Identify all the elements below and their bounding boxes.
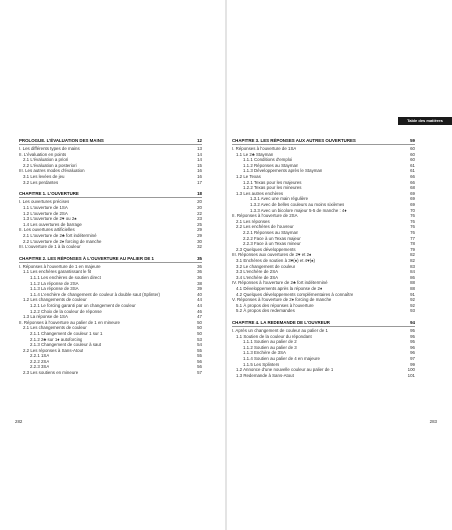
toc-entry-page: 69 [410,190,415,196]
toc-entry-title: 1.1.1 Les enchères de soutien direct [30,274,101,280]
toc-entry-title: CHAPITRE 4. LA REDEMANDE DE L'OUVREUR [232,319,330,325]
toc-entry-title: 1.1.2 Soutien au palier de 3 [243,344,297,350]
toc-entry-page: 100 [407,367,415,373]
toc-entry-title: 2.2.3 Face à un Texas mineur [243,241,301,247]
chapter-rule [19,197,202,198]
toc-entry-title: I. Après un changement de couleur au palier de 1 [232,328,328,333]
toc-entry-page: 60 [410,157,415,163]
toc-entry-page: 13 [197,146,202,152]
toc-entry-page: 60 [410,146,415,152]
toc-entry-page: 66 [410,179,415,185]
toc-entry-title: 1.1.2 La réponse de 2SA [30,280,79,286]
toc-entry-title: I. Réponses à l'ouverture de 1SA [232,146,297,152]
toc-entry-page: 54 [197,342,202,348]
toc-entry-title: 1.2.2 Choix de la couleur de réponse [30,308,102,314]
toc-entry-title: 2.2.2 Face à un Texas majeur [243,235,301,241]
chapter-rule [19,262,202,263]
toc-entry-title: 1.1.3 La réponse de 3SA [30,286,79,292]
toc-entry-page: 35 [197,255,202,261]
toc-entry-page: 55 [197,353,202,359]
toc-entry-page: 95 [410,333,415,339]
toc-entry-title: 1.2.1 Texas pour les majeures [243,179,302,185]
toc-entry-title: 5.2 À propos des redemandes [236,308,295,314]
toc-entry-page: 56 [197,358,202,364]
toc-entry-page: 36 [197,274,202,280]
toc-entry-page: 44 [197,302,202,308]
toc-entry-title: 2.2.1 1SA [30,353,50,359]
toc-entry-title: 2.3 Quelques développements [236,246,296,252]
toc-entry-title: 1.2 Les changements de couleur [23,297,87,303]
toc-entry-page: 30 [197,238,202,244]
toc-entry-title: 1.2 L'ouverture de 2SA [23,210,68,216]
toc-entry-page: 66 [410,174,415,180]
toc-entry-page: 95 [410,328,415,333]
toc-entry-title: 3.1 Les levées de jeu [23,174,65,180]
toc-entry-page: 76 [410,218,415,224]
toc-entry-title: 2.2 L'évaluation a posteriori [23,162,77,168]
toc-entry-title: II. Réponses à l'ouverture au palier de 1 en mineure [19,319,120,325]
toc-entry-page: 93 [410,308,415,314]
toc-entry-title: 1.1 Le 2♣ Stayman [236,151,274,157]
toc-entry-page: 96 [410,350,415,356]
toc-entry-title: II. Les ouvertures artificielles [19,227,75,233]
toc-entry-title: 1.3.3 Avec un bicolore majeur 5-5 de manche : 4♦ [250,207,347,213]
toc-entry-title: 1.3.2 Avec de belles couleurs au moins sixièmes [250,202,345,208]
toc-chapter-heading[interactable] [19,256,202,262]
toc-entry-page: 40 [197,291,202,297]
toc-entry-title: 2.2 L'ouverture de 2♦ forcing de manche [23,238,102,244]
toc-entry-page: 47 [197,314,202,320]
toc-entry-page: 17 [197,179,202,185]
toc-entry-page: 76 [410,230,415,235]
toc-entry-title: 3.3 L'enchère de 2SA [236,269,279,275]
toc-entry-page: 82 [410,257,415,263]
toc-entry-title: IV. Réponses à l'ouverture de 2♣ fort indéterminé [232,280,328,286]
toc-entry-title: 1.2 Annonce d'une nouvelle couleur au palier de 1 [236,367,334,373]
toc-entry-page: 97 [410,355,415,361]
toc-entry-page: 15 [197,162,202,168]
toc-entry-title: 4.1 Développements après la réponse de 2♦ [236,285,323,291]
toc-chapter-heading[interactable] [19,191,202,197]
toc-entry-page: 77 [410,235,415,241]
toc-entry-title: 1.1.5 Les Splinters [243,361,280,367]
toc-entry-title: 2.1.1 Changement de couleur 1 sur 1 [30,330,103,336]
toc-entry-page: 53 [197,336,202,342]
toc-entry-title: I. Les ouvertures précises [19,199,70,205]
gutter-right [226,0,227,530]
toc-right-column [232,138,415,378]
toc-entry-page: 92 [410,297,415,303]
toc-entry-title: 1.1.2 Réponses au Stayman [243,162,299,168]
toc-entry-page: 20 [197,199,202,205]
toc-entry-title: 2.3 Les soutiens en mineure [23,370,79,376]
toc-entry-title: 1.3 L'ouverture de 2♥ ou 2♠ [23,216,77,222]
toc-entry-page: 36 [197,263,202,269]
toc-entry-page: 68 [410,185,415,191]
toc-chapter-heading[interactable] [19,138,202,144]
toc-entry-title: 1.4 Les ouvertures de barrage [23,221,82,227]
toc-entry-title: 1.3 Les autres enchères [236,190,284,196]
toc-entry-page: 76 [410,213,415,219]
toc-entry-title: 3.2 Les perdantes [23,179,59,185]
toc-entry-page: 70 [410,207,415,213]
toc-entry-page: 23 [197,216,202,222]
toc-entry-page: 38 [197,280,202,286]
toc-entry-page: 29 [197,232,202,238]
toc-entry-page: 82 [410,252,415,258]
toc-entry-title: 5.1 À propos des réponses à l'ouverture [236,302,314,308]
toc-entry-page: 84 [410,269,415,275]
toc-entry-page: 44 [197,297,202,303]
toc-chapter-heading[interactable] [232,320,415,326]
toc-entry-page: 36 [197,269,202,275]
toc-entry-title: 2.2 Les réponses à Sans-Atout [23,347,84,353]
toc-entry-title: 3.4 L'enchère de 3SA [236,274,279,280]
page-number-right: 283 [429,419,437,424]
toc-entry-title: 1.1 Soutien de la couleur du répondant [236,333,312,339]
toc-entry-title: II. L'évaluation en points [19,151,67,157]
toc-entry-page: 18 [197,191,202,197]
toc-entry-title: 1.1.4 L'enchère de changement de couleur à double saut (Splinter) [30,291,160,297]
toc-entry-page: 50 [197,319,202,325]
toc-entry-page: 69 [410,202,415,208]
toc-entry-title: 1.1 L'ouverture de 1SA [23,204,68,210]
toc-entry-page: 76 [410,224,415,230]
toc-entry-page: 14 [197,157,202,163]
toc-entry-page: 55 [197,347,202,353]
toc-entry[interactable] [232,373,415,379]
toc-entry-page: 88 [410,280,415,286]
toc-entry-title: 1.3 La réponse de 1SA [23,314,68,320]
toc-entry-page: 94 [410,319,415,325]
toc-entry-page: 32 [197,244,202,250]
toc-entry-title: 2.1 Les réponses [236,218,270,224]
toc-entry-title: 1.1.1 Conditions d'emploi [243,157,293,163]
page-number-left: 282 [15,419,23,424]
toc-entry-page: 16 [197,174,202,180]
toc-entry-page: 61 [410,162,415,168]
toc-entry-title: 2.2 Les enchères de l'ouvreur [236,224,294,230]
toc-entry-title: 1.3.1 Avec une main régulière [250,196,309,202]
toc-entry-title: 2.2.3 3SA [30,364,50,370]
toc-entry-title: II. Réponses à l'ouverture de 2SA [232,213,298,219]
toc-entry-title: CHAPITRE 1. L'OUVERTURE [19,191,79,197]
toc-entry-title: 4.2 Quelques développements complémentaires à connaître [236,291,354,297]
toc-entry-title: 1.2 Le Texas [236,174,261,180]
toc-entry-page: 60 [410,151,415,157]
toc-entry-page: 99 [410,361,415,367]
chapter-rule [19,144,202,145]
toc-entry-title: 1.1.4 Soutien au palier de 4 en majeure [243,355,320,361]
toc-entry-page: 56 [197,364,202,370]
toc-entry-title: III. L'ouverture de 1 à la couleur [19,244,81,250]
toc-entry-title: 2.1 L'évaluation a priori [23,157,69,163]
toc-entry-page: 12 [197,138,202,143]
toc-entry-title: 2.2.1 Réponses au Stayman [243,230,299,235]
toc-entry-page: 16 [197,168,202,174]
toc-entry-title: 1.3 Redemande à Sans-Atout [236,372,294,378]
toc-entry-page: 29 [197,227,202,233]
chapter-rule [232,144,415,145]
toc-entry-page: 57 [197,370,202,376]
toc-entry-title: 2.1 L'ouverture de 2♣ fort indéterminé [23,232,97,238]
toc-entry-title: 1.1 Les enchères garantissant le fit [23,269,92,275]
toc-entry-page: 22 [197,210,202,216]
toc-entry-title: 1.2.1 Le forcing garanti par un changement de couleur [30,302,136,308]
toc-entry-page: 61 [410,168,415,174]
toc-left-column [19,138,202,376]
toc-entry-page: 20 [197,204,202,210]
toc-entry-page: 88 [410,285,415,291]
toc-entry-title: 2.1.2 2♣ sur 1♦ autoforcing [30,336,83,342]
toc-entry[interactable] [19,370,202,376]
toc-entry-title: 1.2.2 Texas pour les mineures [243,185,302,191]
toc-entry-page: 14 [197,151,202,157]
toc-entry-title: CHAPITRE 2. LES RÉPONSES À L'OUVERTURE AU PALIER DE 1 [19,255,154,261]
toc-entry-page: 78 [410,241,415,247]
toc-entry-page: 92 [410,302,415,308]
toc-entry-title: CHAPITRE 3. LES RÉPONSES AUX AUTRES OUVERTURES [232,138,356,143]
toc-entry-title: I. Réponses à l'ouverture de 1 en majeure [19,263,101,269]
toc-entry-page: 50 [197,330,202,336]
toc-entry-page: 79 [410,246,415,252]
toc-entry-title: 2.1 Les changements de couleur [23,325,87,331]
toc-entry-title: 1.1.3 Enchère de 3SA [243,350,286,356]
toc-entry-title: 1.1.3 Développements après le Stayman [243,168,323,174]
toc-entry-title: III. Réponses aux ouvertures de 2♥ et 2♠ [232,252,312,258]
toc-entry-page: 46 [197,308,202,314]
toc-entry-page: 91 [410,291,415,297]
toc-entry-page: 83 [410,263,415,269]
toc-entry-title: 1.1.1 Soutien au palier de 2 [243,339,297,345]
toc-entry-title: I. Les différents types de mains [19,146,80,152]
section-tab: Table des matières [398,117,452,125]
toc-entry-title: PROLOGUE. L'ÉVALUATION DES MAINS [19,138,104,143]
toc-entry-page: 25 [197,221,202,227]
toc-entry-page: 50 [197,325,202,331]
toc-entry-page: 39 [197,286,202,292]
toc-entry-title: 3.2 Le changement de couleur [236,263,296,269]
toc-entry-title: 2.2.2 2SA [30,358,50,364]
toc-entry-page: 96 [410,344,415,350]
toc-chapter-heading[interactable] [232,138,415,144]
toc-entry-page: 86 [410,274,415,280]
toc-entry-page: 101 [407,372,415,378]
toc-entry-page: 95 [410,339,415,345]
toc-entry-page: 59 [410,138,415,143]
toc-entry-title: 3.1 Enchères de soutien à 3♥(♠) et 4♥(♠) [236,257,315,263]
chapter-rule [232,326,415,327]
toc-entry-title: III. Les autres modes d'évaluation [19,168,85,174]
toc-entry-title: V. Réponses à l'ouverture de 2♦ forcing de manche [232,297,332,303]
toc-entry-page: 69 [410,196,415,202]
toc-entry-title: 2.1.3 Changement de couleur à saut [30,342,102,348]
